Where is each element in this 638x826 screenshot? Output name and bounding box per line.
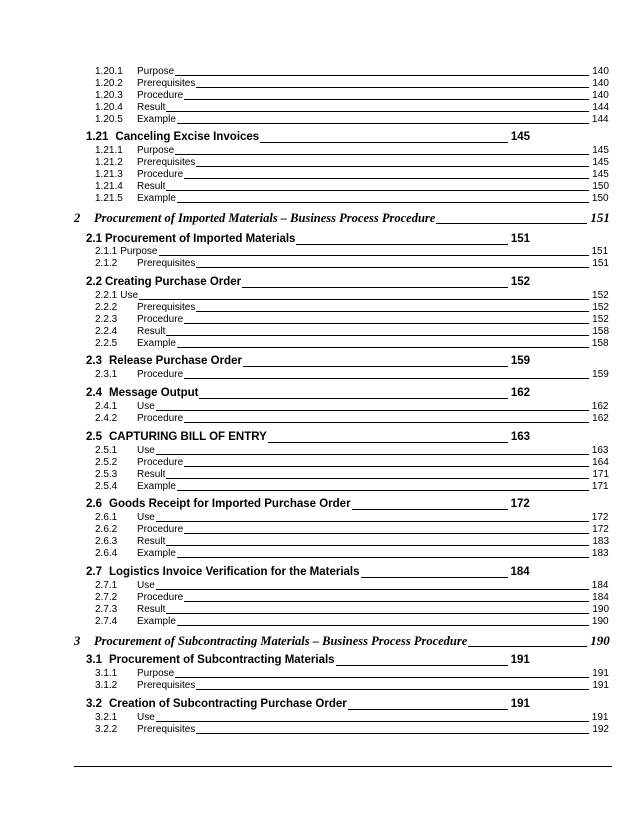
toc-leader-line (243, 366, 508, 367)
toc-entry-number: 2.4 (86, 387, 102, 399)
toc-leader-line (196, 166, 589, 167)
toc-entry-title: Example (137, 193, 176, 204)
toc-leader-line (184, 601, 589, 602)
toc-entry-title: Result (137, 181, 166, 192)
toc-leader-line (196, 733, 589, 734)
toc-leader-line (436, 223, 587, 224)
toc-entry-title: Use (120, 290, 139, 301)
toc-entry-title: Canceling Excise Invoices (115, 131, 260, 143)
toc-entry-title: Use (137, 712, 155, 723)
toc-entry-sec[interactable] (86, 654, 530, 668)
toc-page-number: 152 (592, 314, 609, 325)
toc-leader-line (196, 267, 589, 268)
toc-entry-number: 2.5.2 (95, 457, 118, 468)
toc-entry-sub[interactable] (95, 338, 609, 350)
toc-page-number: 151 (590, 210, 610, 225)
toc-leader-line (175, 75, 589, 76)
toc-entry-title: Prerequisites (137, 302, 196, 313)
toc-entry-ch[interactable] (74, 633, 610, 649)
toc-entry-number: 2 (74, 211, 81, 225)
toc-page-number: 162 (592, 413, 609, 424)
toc-page-number: 183 (592, 536, 610, 547)
toc-entry-title: CAPTURING BILL OF ENTRY (109, 431, 267, 443)
toc-leader-line (199, 398, 507, 399)
toc-leader-line (184, 323, 589, 324)
toc-entry-number: 2.1.1 (95, 246, 118, 257)
toc-entry-sub[interactable] (95, 246, 609, 258)
toc-entry-title: Result (137, 469, 166, 480)
toc-entry-title: Purpose (137, 66, 175, 77)
toc-entry-sub[interactable] (95, 314, 609, 326)
toc-entry-sub[interactable] (95, 512, 609, 524)
toc-entry-title: Procedure (137, 413, 184, 424)
toc-leader-line (156, 589, 589, 590)
toc-entry-number: 3.1 (86, 654, 102, 666)
toc-entry-number: 1.21 (86, 131, 109, 143)
toc-entry-sub[interactable] (95, 302, 609, 314)
toc-entry-title: Procedure (137, 169, 184, 180)
toc-entry-number: 2.2.5 (95, 338, 118, 349)
toc-entry-title: Prerequisites (137, 157, 196, 168)
toc-entry-title: Release Purchase Order (109, 355, 242, 367)
toc-entry-sec[interactable] (86, 698, 530, 712)
toc-entry-sub[interactable] (95, 90, 609, 102)
toc-entry-sec[interactable] (86, 566, 530, 580)
toc-entry-number: 1.21.4 (95, 181, 123, 192)
toc-entry-sub[interactable] (95, 536, 609, 548)
toc-entry-title: Procedure (137, 369, 184, 380)
toc-entry-number: 2.5 (86, 431, 102, 443)
toc-leader-line (159, 255, 589, 256)
toc-entry-title: Result (137, 536, 166, 547)
toc-page-number: 172 (592, 524, 609, 535)
toc-page-number: 192 (592, 724, 609, 735)
toc-entry-number: 2.6.3 (95, 536, 118, 547)
toc-page-number: 164 (592, 457, 609, 468)
toc-entry-title: Example (137, 338, 176, 349)
toc-page-number: 145 (592, 157, 609, 168)
footer-rule (74, 766, 612, 767)
toc-page-number: 140 (592, 78, 609, 89)
toc-page-number: 190 (590, 633, 610, 648)
toc-entry-number: 2.1 (86, 233, 102, 245)
toc-entry-number: 2.5.4 (95, 481, 118, 492)
toc-page-number: 163 (591, 445, 609, 456)
toc-entry-number: 1.21.1 (95, 145, 123, 156)
toc-page-number: 191 (591, 712, 609, 723)
toc-entry-number: 2.2.1 (95, 290, 118, 301)
toc-leader-line (196, 87, 589, 88)
toc-entry-number: 2.7.1 (95, 580, 118, 591)
toc-leader-line (166, 190, 589, 191)
toc-entry-sec[interactable] (86, 131, 530, 145)
toc-page-number: 144 (591, 114, 609, 125)
toc-leader-line (166, 545, 589, 546)
toc-entry-title: Procedure (137, 90, 184, 101)
toc-leader-line (166, 613, 589, 614)
toc-entry-title: Procurement of Subcontracting Materials – Business Process Procedure (94, 634, 468, 648)
toc-entry-sub[interactable] (95, 193, 609, 205)
toc-leader-line (348, 709, 508, 710)
toc-entry-number: 2.4.2 (95, 413, 118, 424)
toc-leader-line (352, 509, 508, 510)
toc-entry-number: 2.5.3 (95, 469, 118, 480)
toc-entry-number: 3.2 (86, 698, 102, 710)
toc-leader-line (184, 378, 589, 379)
toc-leader-line (177, 123, 589, 124)
toc-entry-sub[interactable] (95, 181, 609, 193)
toc-page-number: 191 (592, 668, 609, 679)
toc-leader-line (177, 490, 589, 491)
toc-entry-sub[interactable] (95, 616, 609, 628)
toc-entry-title: Prerequisites (137, 680, 196, 691)
toc-page-number: 145 (592, 145, 609, 156)
toc-entry-ch[interactable] (74, 210, 610, 226)
toc-page-number: 150 (592, 181, 610, 192)
toc-entry-sub[interactable] (95, 445, 609, 457)
toc-entry-title: Message Output (109, 387, 199, 399)
toc-leader-line (196, 311, 589, 312)
toc-entry-number: 2.7 (86, 566, 102, 578)
toc-entry-sub[interactable] (95, 78, 609, 90)
toc-entry-number: 1.20.2 (95, 78, 123, 89)
toc-entry-number: 3.2.2 (95, 724, 118, 735)
toc-entry-title: Purpose (137, 668, 175, 679)
toc-page-number: 158 (591, 338, 609, 349)
toc-leader-line (361, 577, 508, 578)
toc-entry-number: 1.21.2 (95, 157, 123, 168)
toc-page-number: 152 (592, 290, 609, 301)
toc-entry-title: Procedure (137, 457, 184, 468)
toc-entry-title: Result (137, 604, 166, 615)
toc-leader-line (177, 625, 589, 626)
toc-leader-line (139, 299, 589, 300)
toc-page-number: 140 (592, 66, 609, 77)
toc-page-number: 163 (510, 431, 530, 443)
toc-page-number: 151 (591, 246, 609, 257)
toc-entry-sub[interactable] (95, 580, 609, 592)
toc-entry-number: 1.21.5 (95, 193, 123, 204)
toc-entry-title: Creation of Subcontracting Purchase Order (109, 698, 347, 710)
toc-entry-title: Example (137, 616, 176, 627)
toc-page-number: 172 (510, 498, 530, 510)
toc-entry-sub[interactable] (95, 469, 609, 481)
toc-page-number: 152 (510, 276, 530, 288)
toc-leader-line (296, 244, 507, 245)
toc-entry-title: Prerequisites (137, 724, 196, 735)
toc-page-number: 162 (591, 401, 609, 412)
toc-page-number: 145 (592, 169, 609, 180)
toc-entry-sub[interactable] (95, 524, 609, 536)
toc-entry-number: 3.1.1 (95, 668, 118, 679)
toc-entry-sec[interactable] (86, 387, 530, 401)
toc-entry-sub[interactable] (95, 668, 609, 680)
toc-entry-number: 1.21.3 (95, 169, 123, 180)
toc-entry-number: 1.20.1 (95, 66, 123, 77)
toc-entry-number: 2.2 (86, 276, 102, 288)
toc-leader-line (175, 677, 589, 678)
toc-entry-number: 1.20.4 (95, 102, 123, 113)
toc-entry-title: Use (137, 401, 155, 412)
toc-entry-number: 2.3 (86, 355, 102, 367)
toc-entry-number: 2.7.3 (95, 604, 118, 615)
toc-leader-line (156, 721, 589, 722)
toc-entry-title: Purpose (137, 145, 175, 156)
toc-entry-title: Purpose (120, 246, 158, 257)
toc-page-number: 184 (591, 580, 609, 591)
toc-entry-sub[interactable] (95, 258, 609, 270)
toc-leader-line (184, 178, 589, 179)
toc-entry-number: 2.6.4 (95, 548, 118, 559)
toc-entry-title: Logistics Invoice Verification for the Materials (109, 566, 360, 578)
toc-page-number: 191 (510, 654, 530, 666)
toc-entry-title: Procurement of Subcontracting Materials (109, 654, 335, 666)
toc-entry-number: 3.2.1 (95, 712, 118, 723)
toc-leader-line (177, 202, 589, 203)
toc-entry-title: Example (137, 114, 176, 125)
toc-page-number: 190 (591, 616, 609, 627)
toc-leader-line (166, 335, 589, 336)
toc-page-number: 171 (592, 469, 610, 480)
toc-entry-title: Result (137, 102, 166, 113)
toc-leader-line (177, 347, 589, 348)
toc-entry-number: 1.20.3 (95, 90, 123, 101)
toc-entry-sub[interactable] (95, 369, 609, 381)
toc-leader-line (468, 646, 587, 647)
toc-leader-line (156, 454, 589, 455)
toc-page-number: 150 (591, 193, 609, 204)
toc-entry-sub[interactable] (95, 548, 609, 560)
toc-entry-sub[interactable] (95, 712, 609, 724)
toc-leader-line (336, 665, 508, 666)
toc-leader-line (184, 422, 589, 423)
toc-entry-title: Procedure (137, 592, 184, 603)
toc-page-number: 152 (592, 302, 609, 313)
toc-entry-title: Use (137, 580, 155, 591)
toc-entry-sub[interactable] (95, 169, 609, 181)
toc-entry-title: Example (137, 548, 176, 559)
toc-page-number: 191 (592, 680, 609, 691)
toc-entry-sec[interactable] (86, 498, 530, 512)
toc-page-number: 151 (510, 233, 530, 245)
toc-entry-sub[interactable] (95, 157, 609, 169)
toc-entry-sec[interactable] (86, 276, 530, 290)
toc-entry-title: Procurement of Imported Materials (105, 233, 296, 245)
toc-page-number: 159 (510, 355, 530, 367)
toc-entry-sub[interactable] (95, 481, 609, 493)
toc-entry-sec[interactable] (86, 233, 530, 247)
toc-page-number: 184 (510, 566, 530, 578)
toc-entry-sub[interactable] (95, 592, 609, 604)
toc-entry-title: Procurement of Imported Materials – Business Process Procedure (94, 211, 436, 225)
toc-entry-sec[interactable] (86, 355, 530, 369)
toc-entry-number: 2.1.2 (95, 258, 118, 269)
toc-page-number: 172 (591, 512, 609, 523)
toc-page-number: 159 (592, 369, 609, 380)
toc-entry-sub[interactable] (95, 145, 609, 157)
toc-entry-number: 2.2.2 (95, 302, 118, 313)
toc-entry-sub[interactable] (95, 102, 609, 114)
toc-page-number: 145 (510, 131, 530, 143)
toc-leader-line (184, 533, 589, 534)
toc-entry-number: 2.5.1 (95, 445, 118, 456)
toc-entry-number: 1.20.5 (95, 114, 123, 125)
toc-entry-number: 3 (74, 634, 81, 648)
toc-page-number: 162 (510, 387, 530, 399)
toc-leader-line (184, 99, 589, 100)
toc-entry-number: 2.6.2 (95, 524, 118, 535)
toc-entry-sub[interactable] (95, 401, 609, 413)
toc-entry-title: Example (137, 481, 176, 492)
toc-leader-line (260, 142, 508, 143)
toc-page-number: 183 (591, 548, 609, 559)
toc-entry-number: 2.6.1 (95, 512, 118, 523)
toc-entry-title: Goods Receipt for Imported Purchase Order (109, 498, 351, 510)
toc-entry-number: 2.6 (86, 498, 102, 510)
toc-entry-title: Result (137, 326, 166, 337)
toc-entry-title: Creating Purchase Order (105, 276, 242, 288)
toc-leader-line (196, 689, 589, 690)
toc-entry-number: 2.2.4 (95, 326, 118, 337)
toc-entry-sub[interactable] (95, 290, 609, 302)
toc-entry-title: Use (137, 445, 155, 456)
toc-leader-line (177, 557, 589, 558)
toc-page-number: 190 (592, 604, 610, 615)
toc-entry-number: 3.1.2 (95, 680, 118, 691)
toc-page-number: 171 (591, 481, 609, 492)
toc-leader-line (268, 442, 508, 443)
toc-leader-line (166, 111, 589, 112)
toc-entry-number: 2.3.1 (95, 369, 118, 380)
toc-entry-sub[interactable] (95, 413, 609, 425)
toc-leader-line (166, 478, 589, 479)
toc-entry-sub[interactable] (95, 724, 609, 736)
toc-entry-number: 2.4.1 (95, 401, 118, 412)
toc-page-number: 184 (592, 592, 609, 603)
toc-entry-number: 2.7.2 (95, 592, 118, 603)
toc-page-number: 158 (592, 326, 610, 337)
toc-entry-sub[interactable] (95, 680, 609, 692)
toc-entry-sub[interactable] (95, 604, 609, 616)
toc-leader-line (242, 287, 508, 288)
toc-page-number: 151 (592, 258, 609, 269)
toc-leader-line (156, 410, 589, 411)
toc-leader-line (175, 154, 589, 155)
toc-leader-line (184, 466, 589, 467)
toc-entry-sub[interactable] (95, 114, 609, 126)
toc-entry-title: Use (137, 512, 155, 523)
toc-entry-title: Prerequisites (137, 78, 196, 89)
toc-entry-title: Prerequisites (137, 258, 196, 269)
toc-entry-title: Procedure (137, 314, 184, 325)
toc-entry-sec[interactable] (86, 431, 530, 445)
toc-leader-line (156, 521, 589, 522)
toc-entry-number: 2.2.3 (95, 314, 118, 325)
toc-entry-number: 2.7.4 (95, 616, 118, 627)
toc-page-number: 191 (510, 698, 530, 710)
toc-entry-title: Procedure (137, 524, 184, 535)
toc-page-number: 144 (592, 102, 610, 113)
toc-entry-sub[interactable] (95, 326, 609, 338)
toc-page-number: 140 (592, 90, 609, 101)
toc-entry-sub[interactable] (95, 457, 609, 469)
toc-entry-sub[interactable] (95, 66, 609, 78)
